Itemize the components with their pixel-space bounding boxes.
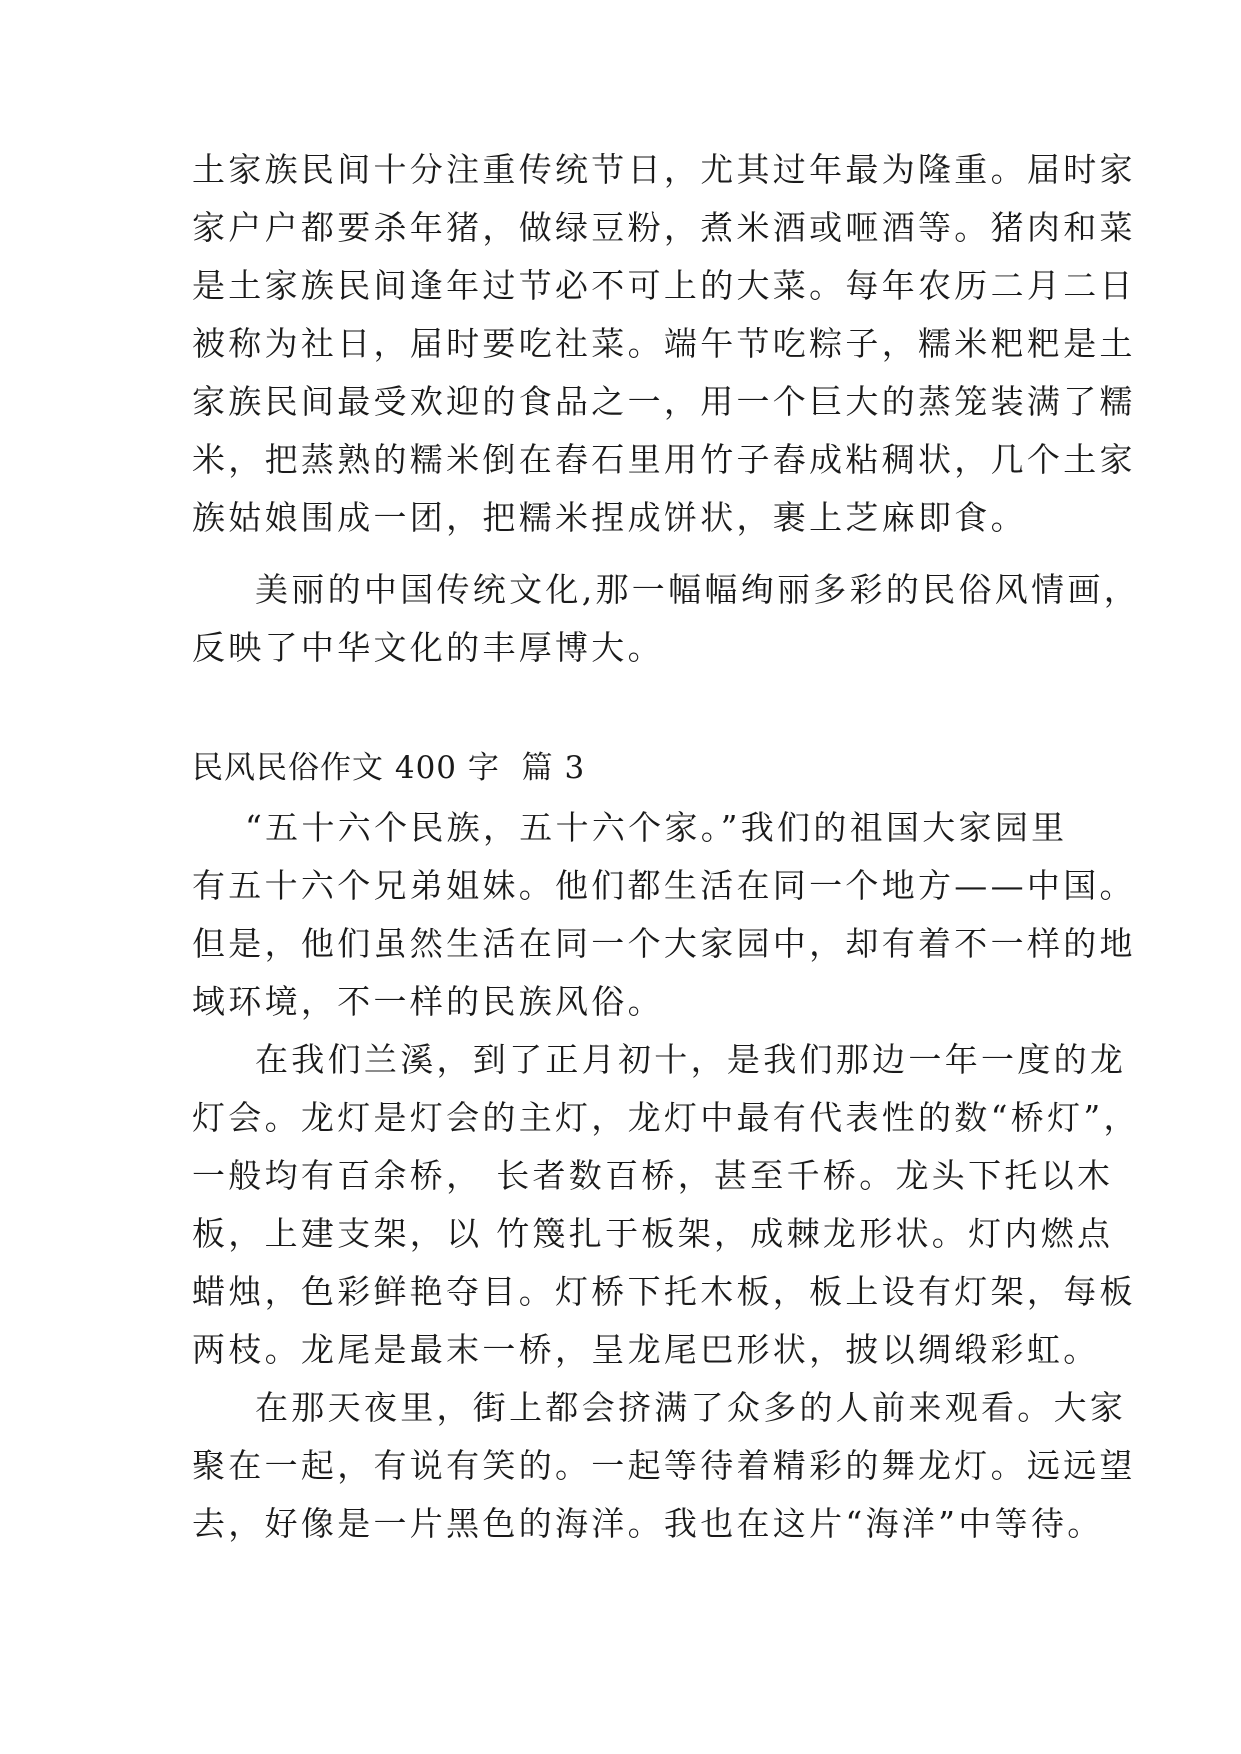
paragraph-line: 在我们兰溪，到了正月初十，是我们那边一年一度的龙: [255, 1040, 1127, 1079]
paragraph-line: 家族民间最受欢迎的食品之一，用一个巨大的蒸笼装满了糯: [192, 382, 1136, 421]
paragraph-line: 米，把蒸熟的糯米倒在舂石里用竹子舂成粘稠状，几个土家: [192, 440, 1136, 479]
paragraph-line: 被称为社日，届时要吃社菜。端午节吃粽子，糯米粑粑是土: [192, 324, 1136, 363]
section-heading: 民风民俗作文 400 字 篇 3: [192, 750, 586, 786]
paragraph-line: 有五十六个兄弟姐妹。他们都生活在同一个地方——中国。: [192, 866, 1136, 905]
paragraph-line: 但是，他们虽然生活在同一个大家园中，却有着不一样的地: [192, 924, 1136, 963]
paragraph-line: 反映了中华文化的丰厚博大。: [192, 628, 664, 667]
paragraph-line: 聚在一起，有说有笑的。一起等待着精彩的舞龙灯。远远望: [192, 1446, 1136, 1485]
paragraph-line: 去，好像是一片黑色的海洋。我也在这片“海洋”中等待。: [192, 1504, 1104, 1543]
paragraph-line: 是土家族民间逢年过节必不可上的大菜。每年农历二月二日: [192, 266, 1136, 305]
paragraph-line: 蜡烛，色彩鲜艳夺目。灯桥下托木板，板上设有灯架，每板: [192, 1272, 1136, 1311]
paragraph-line: 家户户都要杀年猪，做绿豆粉，煮米酒或咂酒等。猪肉和菜: [192, 208, 1136, 247]
paragraph-line: 美丽的中国传统文化,那一幅幅绚丽多彩的民俗风情画，: [255, 570, 1140, 609]
paragraph-line: 一般均有百余桥， 长者数百桥，甚至千桥。龙头下托以木: [192, 1156, 1114, 1195]
paragraph-line: 域环境，不一样的民族风俗。: [192, 982, 664, 1021]
paragraph-line: 两枝。龙尾是最末一桥，呈龙尾巴形状，披以绸缎彩虹。: [192, 1330, 1100, 1369]
paragraph-line: 族姑娘围成一团，把糯米捏成饼状，裹上芝麻即食。: [192, 498, 1027, 537]
paragraph-line: 灯会。龙灯是灯会的主灯，龙灯中最有代表性的数“桥灯”，: [192, 1098, 1140, 1137]
paragraph-line: “五十六个民族，五十六个家。”我们的祖国大家园里: [245, 808, 1068, 847]
paragraph-line: 在那天夜里，街上都会挤满了众多的人前来观看。大家: [255, 1388, 1127, 1427]
paragraph-line: 板，上建支架，以 竹篾扎于板架，成棘龙形状。灯内燃点: [192, 1214, 1114, 1253]
paragraph-line: 土家族民间十分注重传统节日，尤其过年最为隆重。届时家: [192, 150, 1136, 189]
